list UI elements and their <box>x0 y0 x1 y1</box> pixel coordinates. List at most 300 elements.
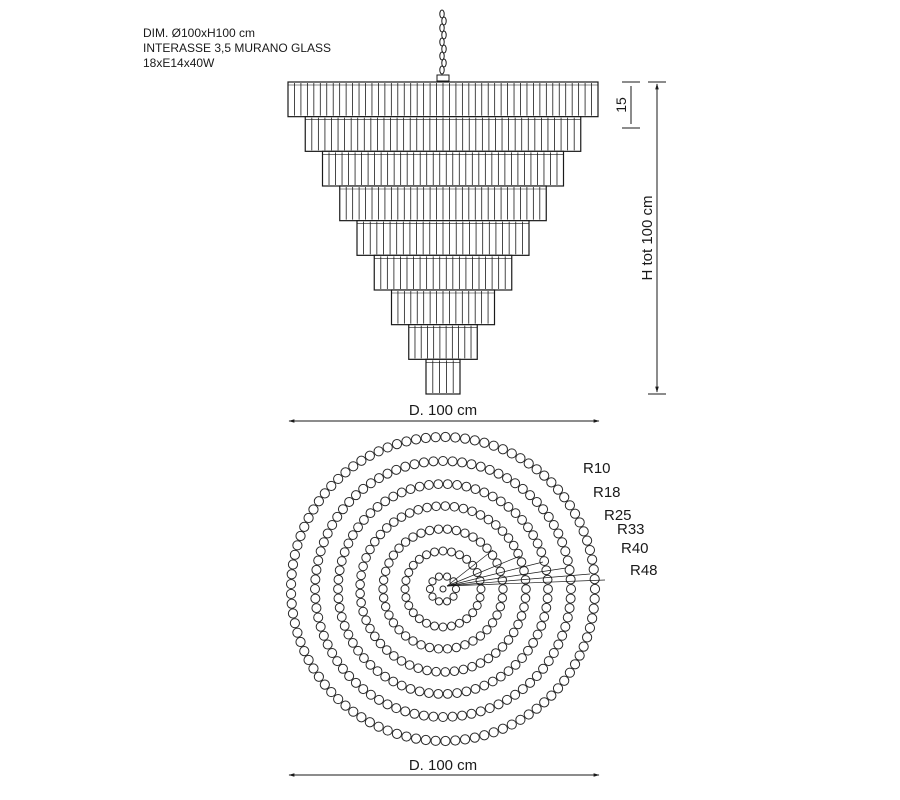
glass-bead <box>470 733 479 742</box>
glass-bead <box>344 630 353 639</box>
glass-bead <box>488 619 496 627</box>
glass-bead <box>376 639 385 648</box>
glass-bead <box>351 491 360 500</box>
glass-bead <box>526 491 535 500</box>
glass-bead <box>460 434 469 443</box>
glass-bead <box>460 735 469 744</box>
glass-bead <box>511 690 520 699</box>
glass-bead <box>496 602 504 610</box>
glass-bead <box>435 598 442 605</box>
glass-bead <box>401 462 410 471</box>
glass-bead <box>349 707 358 716</box>
glass-bead <box>441 736 450 745</box>
glass-bead <box>359 484 368 493</box>
glass-bead <box>357 571 366 580</box>
suspension-chain <box>437 10 449 81</box>
glass-bead <box>359 685 368 694</box>
glass-bead <box>425 481 434 490</box>
glass-bead <box>401 707 410 716</box>
glass-bead <box>462 482 471 491</box>
glass-bead <box>366 624 375 633</box>
glass-bead <box>320 680 329 689</box>
glass-bead <box>410 460 419 469</box>
glass-bead <box>304 513 313 522</box>
glass-bead <box>441 432 450 441</box>
glass-bead <box>526 678 535 687</box>
glass-bead <box>443 525 451 533</box>
glass-bead <box>323 640 332 649</box>
glass-bead <box>499 585 507 593</box>
glass-bead <box>312 565 321 574</box>
glass-bead <box>518 484 527 493</box>
glass-bead <box>483 544 491 552</box>
glass-bead <box>504 534 513 543</box>
canopy-hook <box>437 75 449 81</box>
glass-bead <box>316 622 325 631</box>
glass-bead <box>327 687 336 696</box>
tier <box>340 186 547 221</box>
glass-bead <box>458 458 467 467</box>
glass-bead <box>333 657 342 666</box>
glass-bead <box>314 672 323 681</box>
glass-bead <box>385 559 393 567</box>
glass-bead <box>542 603 551 612</box>
glass-bead <box>459 665 468 674</box>
glass-bead <box>447 548 455 556</box>
glass-bead <box>287 570 296 579</box>
glass-bead <box>417 529 425 537</box>
glass-bead <box>357 713 366 722</box>
glass-bead <box>468 507 477 516</box>
glass-bead <box>309 664 318 673</box>
glass-bead <box>360 654 369 663</box>
glass-bead <box>540 471 549 480</box>
glass-bead <box>447 622 455 630</box>
glass-bead <box>575 651 584 660</box>
glass-bead <box>429 712 438 721</box>
tier <box>323 151 564 186</box>
glass-bead <box>333 512 342 521</box>
glass-bead <box>496 672 505 681</box>
tier-height-label: 15 <box>613 97 629 113</box>
glass-bead <box>432 502 441 511</box>
glass-bead <box>579 642 588 651</box>
glass-bead <box>360 516 369 525</box>
total-height-label: H tot 100 cm <box>639 195 656 281</box>
glass-bead <box>434 525 442 533</box>
glass-bead <box>450 667 459 676</box>
glass-bead <box>565 668 574 677</box>
tier <box>288 82 598 117</box>
radius-label-r10: R10 <box>583 460 611 477</box>
glass-bead <box>537 548 546 557</box>
glass-bead <box>468 662 477 671</box>
glass-bead <box>421 433 430 442</box>
glass-bead <box>409 637 417 645</box>
glass-bead <box>590 594 599 603</box>
glass-bead <box>374 722 383 731</box>
glass-bead <box>561 547 570 556</box>
glass-bead <box>383 469 392 478</box>
glass-bead <box>348 531 357 540</box>
glass-bead <box>441 668 450 677</box>
glass-bead <box>338 505 347 514</box>
glass-bead <box>439 457 448 466</box>
glass-bead <box>383 726 392 735</box>
glass-bead <box>566 594 575 603</box>
glass-bead <box>469 637 477 645</box>
glass-bead <box>362 616 371 625</box>
glass-bead <box>483 626 491 634</box>
glass-bead <box>476 632 484 640</box>
glass-bead <box>397 657 406 666</box>
glass-bead <box>406 485 415 494</box>
glass-bead <box>473 601 481 609</box>
glass-bead <box>409 609 417 617</box>
glass-bead <box>376 530 385 539</box>
glass-bead <box>565 565 574 574</box>
glass-bead <box>375 474 384 483</box>
glass-bead <box>328 649 337 658</box>
glass-bead <box>425 526 433 534</box>
glass-bead <box>522 585 531 594</box>
glass-bead <box>334 594 343 603</box>
glass-bead <box>469 533 477 541</box>
glass-bead <box>374 447 383 456</box>
glass-bead <box>518 654 527 663</box>
glass-bead <box>463 555 471 563</box>
glass-bead <box>389 492 398 501</box>
glass-bead <box>340 621 349 630</box>
glass-bead <box>402 437 411 446</box>
glass-bead <box>314 497 323 506</box>
glass-bead <box>491 649 500 658</box>
glass-bead <box>588 555 597 564</box>
glass-bead <box>414 664 423 673</box>
glass-bead <box>448 712 457 721</box>
glass-bead <box>373 503 382 512</box>
glass-bead <box>431 548 439 556</box>
glass-bead <box>511 479 520 488</box>
glass-bead <box>429 457 438 466</box>
glass-bead <box>503 695 512 704</box>
glass-bead <box>415 687 424 696</box>
glass-bead <box>293 628 302 637</box>
glass-bead <box>452 643 460 651</box>
glass-bead <box>480 488 489 497</box>
glass-bead <box>589 604 598 613</box>
glass-bead <box>314 613 323 622</box>
spec-bulbs: 18xE14x40W <box>143 56 215 70</box>
glass-bead <box>488 677 497 686</box>
glass-bead <box>503 474 512 483</box>
glass-bead <box>300 647 309 656</box>
glass-bead <box>423 551 431 559</box>
glass-bead <box>582 633 591 642</box>
glass-bead <box>588 614 597 623</box>
glass-bead <box>543 594 552 603</box>
glass-bead <box>362 553 371 562</box>
glass-bead <box>345 672 354 681</box>
glass-bead <box>366 509 375 518</box>
glass-bead <box>423 503 432 512</box>
glass-bead <box>469 609 477 617</box>
glass-bead <box>335 603 344 612</box>
glass-bead <box>563 613 572 622</box>
glass-bead <box>496 497 505 506</box>
glass-bead <box>312 604 321 613</box>
glass-bead <box>462 687 471 696</box>
glass-bead <box>524 710 533 719</box>
glass-bead <box>451 433 460 442</box>
glass-bead <box>485 704 494 713</box>
glass-bead <box>309 505 318 514</box>
glass-bead <box>288 560 297 569</box>
glass-bead <box>579 527 588 536</box>
plan-view <box>286 432 657 775</box>
glass-bead <box>543 575 552 584</box>
glass-bead <box>452 526 460 534</box>
glass-bead <box>286 589 295 598</box>
tier <box>357 221 529 256</box>
glass-bead <box>389 551 397 559</box>
glass-bead <box>381 672 390 681</box>
glass-bead <box>480 731 489 740</box>
glass-bead <box>337 557 346 566</box>
glass-bead <box>304 655 313 664</box>
glass-bead <box>590 575 599 584</box>
glass-bead <box>585 545 594 554</box>
glass-bead <box>300 522 309 531</box>
glass-bead <box>429 578 436 585</box>
glass-bead <box>441 502 450 511</box>
glass-bead <box>463 615 471 623</box>
glass-bead <box>493 559 501 567</box>
glass-bead <box>494 469 503 478</box>
glass-bead <box>517 612 526 621</box>
tier <box>305 117 581 152</box>
glass-bead <box>560 676 569 685</box>
glass-bead <box>524 523 533 532</box>
glass-bead <box>443 689 452 698</box>
glass-bead <box>443 573 450 580</box>
glass-bead <box>337 613 346 622</box>
glass-bead <box>356 580 365 589</box>
glass-bead <box>334 694 343 703</box>
glass-bead <box>293 541 302 550</box>
glass-bead <box>389 619 397 627</box>
glass-bead <box>425 643 433 651</box>
glass-bead <box>419 458 428 467</box>
glass-bead <box>335 566 344 575</box>
glass-bead <box>467 460 476 469</box>
glass-bead <box>567 585 576 594</box>
elevation-view <box>288 10 666 421</box>
glass-bead <box>314 556 323 565</box>
glass-bead <box>585 623 594 632</box>
glass-bead <box>516 454 525 463</box>
glass-bead <box>334 575 343 584</box>
glass-bead <box>553 485 562 494</box>
glass-bead <box>476 659 485 668</box>
glass-bead <box>558 538 567 547</box>
glass-bead <box>410 709 419 718</box>
glass-bead <box>507 720 516 729</box>
tier-height-dimension <box>613 82 640 128</box>
glass-bead <box>415 555 423 563</box>
glass-bead <box>381 602 389 610</box>
glass-bead <box>493 611 501 619</box>
glass-bead <box>351 678 360 687</box>
glass-bead <box>489 441 498 450</box>
bead-rings <box>286 432 599 745</box>
glass-bead <box>511 660 520 669</box>
glass-bead <box>451 736 460 745</box>
glass-bead <box>498 594 506 602</box>
glass-bead <box>382 646 391 655</box>
plan-diameter-dimension <box>289 757 599 775</box>
glass-bead <box>461 641 469 649</box>
glass-bead <box>365 718 374 727</box>
glass-bead <box>484 654 493 663</box>
glass-bead <box>435 573 442 580</box>
glass-bead <box>518 516 527 525</box>
glass-bead <box>383 443 392 452</box>
glass-bead <box>397 513 406 522</box>
glass-bead <box>417 641 425 649</box>
glass-bead <box>509 541 518 550</box>
glass-bead <box>411 734 420 743</box>
glass-bead <box>540 613 549 622</box>
glass-bead <box>296 637 305 646</box>
glass-bead <box>539 664 548 673</box>
glass-bead <box>340 548 349 557</box>
glass-bead <box>402 577 410 585</box>
glass-bead <box>504 636 513 645</box>
glass-bead <box>434 645 442 653</box>
glass-bead <box>533 630 542 639</box>
glass-bead <box>529 638 538 647</box>
glass-bead <box>476 538 484 546</box>
glass-bead <box>480 681 489 690</box>
glass-bead <box>570 660 579 669</box>
glass-bead <box>514 620 523 629</box>
glass-bead <box>485 465 494 474</box>
glass-bead <box>334 474 343 483</box>
glass-bead <box>434 689 443 698</box>
glass-bead <box>566 575 575 584</box>
glass-bead <box>532 497 541 506</box>
glass-bead <box>366 545 375 554</box>
glass-bead <box>540 698 549 707</box>
glass-bead <box>359 562 368 571</box>
glass-bead <box>345 497 354 506</box>
glass-bead <box>373 667 382 676</box>
glass-bead <box>414 505 423 514</box>
glass-bead <box>504 667 513 676</box>
radius-label-r40: R40 <box>621 540 649 557</box>
glass-bead <box>439 713 448 722</box>
glass-bead <box>397 681 406 690</box>
glass-bead <box>489 728 498 737</box>
glass-bead <box>423 619 431 627</box>
center-bead <box>440 586 446 592</box>
glass-bead <box>498 724 507 733</box>
glass-bead <box>459 504 468 513</box>
glass-bead <box>311 575 320 584</box>
glass-bead <box>365 451 374 460</box>
glass-bead <box>311 585 320 594</box>
glass-bead <box>397 488 406 497</box>
glass-bead <box>381 497 390 506</box>
glass-bead <box>575 518 584 527</box>
glass-bead <box>338 664 347 673</box>
glass-bead <box>392 704 401 713</box>
glass-bead <box>366 479 375 488</box>
radius-label-r25: R25 <box>604 507 632 524</box>
glass-bead <box>453 481 462 490</box>
glass-bead <box>390 518 399 527</box>
glass-bead <box>439 547 447 555</box>
glass-bead <box>379 594 387 602</box>
glass-bead <box>476 511 485 520</box>
glass-bead <box>565 604 574 613</box>
glass-bead <box>507 449 516 458</box>
glass-bead <box>561 622 570 631</box>
glass-bead <box>349 462 358 471</box>
glass-bead <box>381 567 389 575</box>
glass-bead <box>476 707 485 716</box>
glass-bead <box>341 701 350 710</box>
glass-bead <box>524 646 533 655</box>
plan-diameter-label: D. 100 cm <box>408 757 478 774</box>
glass-bead <box>470 436 479 445</box>
glass-bead <box>319 538 328 547</box>
chandelier-tiers <box>288 82 598 394</box>
tier <box>426 359 460 394</box>
glass-bead <box>520 603 529 612</box>
glass-bead <box>429 593 436 600</box>
glass-bead <box>401 538 409 546</box>
glass-bead <box>498 643 507 652</box>
glass-bead <box>439 623 447 631</box>
glass-bead <box>415 615 423 623</box>
glass-bead <box>476 462 485 471</box>
glass-bead <box>544 657 553 666</box>
glass-bead <box>379 576 387 584</box>
glass-bead <box>354 646 363 655</box>
glass-bead <box>405 601 413 609</box>
glass-bead <box>320 489 329 498</box>
glass-bead <box>480 438 489 447</box>
glass-bead <box>589 565 598 574</box>
glass-bead <box>484 515 493 524</box>
glass-bead <box>395 626 403 634</box>
glass-bead <box>359 607 368 616</box>
glass-bead <box>509 628 518 637</box>
glass-bead <box>348 638 357 647</box>
glass-bead <box>558 631 567 640</box>
glass-bead <box>461 529 469 537</box>
glass-bead <box>471 684 480 693</box>
glass-bead <box>450 593 457 600</box>
glass-bead <box>443 480 452 489</box>
glass-bead <box>443 598 450 605</box>
glass-bead <box>401 632 409 640</box>
glass-bead <box>471 485 480 494</box>
glass-bead <box>431 622 439 630</box>
glass-bead <box>547 691 556 700</box>
